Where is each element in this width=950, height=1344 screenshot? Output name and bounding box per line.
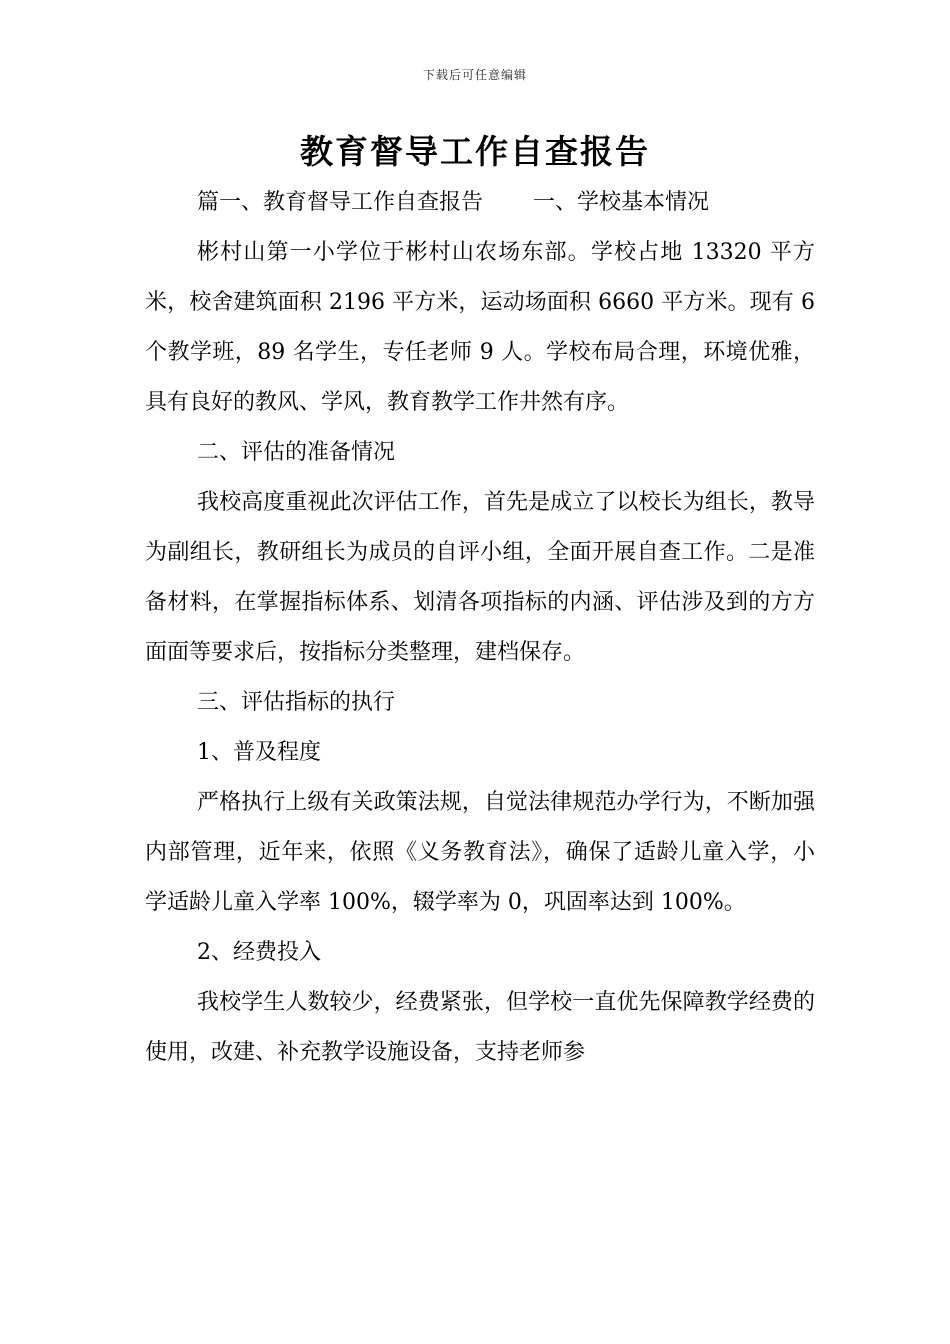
header-note: 下载后可任意编辑 [422, 68, 527, 82]
intro-line [145, 178, 815, 228]
article-heading: 篇一、教育督导工作自查报告 [197, 190, 484, 215]
subheading-coverage: 1、普及程度 [197, 740, 321, 765]
document-title: 教育督导工作自查报告 [300, 132, 650, 171]
document-body [145, 178, 815, 1078]
section-heading-basic: 一、学校基本情况 [533, 190, 710, 215]
section-heading-prep: 二、评估的准备情况 [197, 440, 396, 465]
paragraph-prep: 我校高度重视此次评估工作，首先是成立了以校长为组长，教导为副组长，教研组长为成员的自评小组，全面开展自查工作。二是准备材料，在掌握指标体系、划清各项指标的内涵、评估涉及到的方方面面等要求后，按指标分类整理，建档保存。 [145, 490, 815, 665]
section-heading-exec: 三、评估指标的执行 [197, 690, 396, 715]
subheading-funding: 2、经费投入 [197, 940, 321, 965]
paragraph-funding: 我校学生人数较少，经费紧张，但学校一直优先保障教学经费的使用，改建、补充教学设施设备，支持老师参 [145, 990, 815, 1065]
paragraph-basic: 彬村山第一小学位于彬村山农场东部。学校占地 13320 平方米，校舍建筑面积 2196 平方米，运动场面积 6660 平方米。现有 6 个教学班，89 名学生，专任老师 9 人。学校布局合理，环境优雅，具有良好的教风、学风，教育教学工作井然有序。 [145, 240, 815, 415]
paragraph-coverage: 严格执行上级有关政策法规，自觉法律规范办学行为，不断加强内部管理，近年来，依照《义务教育法》，确保了适龄儿童入学，小学适龄儿童入学率 100%，辍学率为 0，巩固率达到 100%。 [145, 790, 815, 915]
